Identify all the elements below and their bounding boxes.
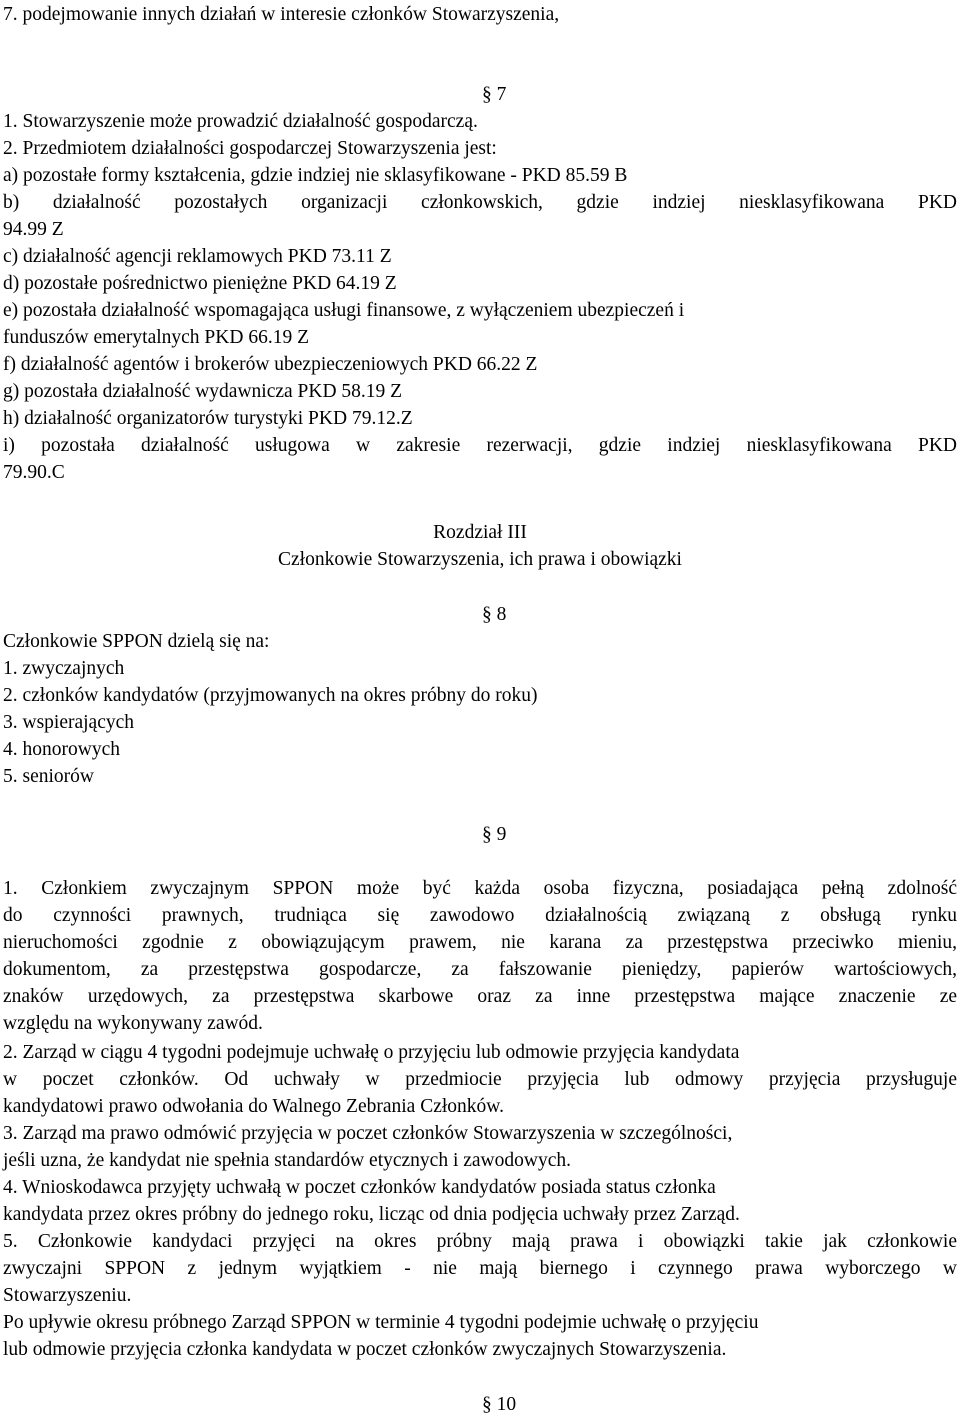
text-line: 3. Zarząd ma prawo odmówić przyjęcia w poczet członków Stowarzyszenia w szczególności, xyxy=(3,1123,733,1144)
list-item: 79.90.C xyxy=(3,462,65,483)
list-item: h) działalność organizatorów turystyki PKD 79.12.Z xyxy=(3,408,413,429)
list-item: i) pozostała działalność usługowa w zakresie rezerwacji, gdzie indziej niesklasyfikowana PKD xyxy=(3,435,957,456)
chapter-title: Rozdział III xyxy=(433,522,527,543)
paragraph-number: 8 xyxy=(496,604,507,625)
text-line: jeśli uzna, że kandydat nie spełnia standardów etycznych i zawodowych. xyxy=(3,1150,572,1171)
text-line: 4. Wnioskodawca przyjęty uchwałą w poczet członków kandydatów posiada status członka xyxy=(3,1177,716,1198)
paragraph-number: 10 xyxy=(496,1394,517,1415)
text-line: zwyczajni SPPON z jednym wyjątkiem - nie mają biernego i czynnego prawa wyborczego w xyxy=(3,1258,957,1279)
text-line: znaków urzędowych, za przestępstwa skarbowe oraz za inne przestępstwa mające znaczenie ze xyxy=(3,986,957,1007)
list-item: 4. honorowych xyxy=(3,739,120,760)
paragraph-heading-7: § 7 xyxy=(482,84,507,105)
list-item: a) pozostałe formy kształcenia, gdzie indziej nie sklasyfikowane - PKD 85.59 B xyxy=(3,165,628,186)
list-item: funduszów emerytalnych PKD 66.19 Z xyxy=(3,327,309,348)
list-item: b) działalność pozostałych organizacji członkowskich, gdzie indziej niesklasyfikowana PKD xyxy=(3,192,957,213)
list-intro: Członkowie SPPON dzielą się na: xyxy=(3,631,270,652)
text-line: dokumentom, za przestępstwa gospodarcze, za fałszowanie pieniędzy, papierów wartościowych, xyxy=(3,959,957,980)
list-item: 5. seniorów xyxy=(3,766,94,787)
text-line: Stowarzyszeniu. xyxy=(3,1285,132,1306)
text-line: kandydatowi prawo odwołania do Walnego Zebrania Członków. xyxy=(3,1096,504,1117)
paragraph-heading-8: § 8 xyxy=(482,604,507,625)
list-item: 1. Stowarzyszenie może prowadzić działalność gospodarczą. xyxy=(3,111,478,132)
paragraph-heading-9: § 9 xyxy=(482,824,507,845)
paragraph-heading-10: § 10 xyxy=(482,1394,517,1415)
text-line: 2. Zarząd w ciągu 4 tygodni podejmuje uchwałę o przyjęciu lub odmowie przyjęcia kandydata xyxy=(3,1042,740,1063)
paragraph-number: 7 xyxy=(496,84,507,105)
list-item: 2. członków kandydatów (przyjmowanych na okres próbny do roku) xyxy=(3,685,538,706)
text-line: w poczet członków. Od uchwały w przedmiocie przyjęcia lub odmowy przyjęcia przysługuje xyxy=(3,1069,957,1090)
text-line: lub odmowie przyjęcia członka kandydata w poczet członków zwyczajnych Stowarzyszenia. xyxy=(3,1339,727,1360)
list-item: c) działalność agencji reklamowych PKD 73.11 Z xyxy=(3,246,392,267)
text-line: Po upływie okresu próbnego Zarząd SPPON w terminie 4 tygodni podejmie uchwałę o przyjęciu xyxy=(3,1312,759,1333)
list-item: 1. zwyczajnych xyxy=(3,658,125,679)
list-item: d) pozostałe pośrednictwo pieniężne PKD 64.19 Z xyxy=(3,273,397,294)
text-line: nieruchomości zgodnie z obowiązującym prawem, nie karana za przestępstwa przeciwko mieniu, xyxy=(3,932,957,953)
text-line: 1. Członkiem zwyczajnym SPPON może być każda osoba fizyczna, posiadająca pełną zdolność xyxy=(3,878,957,899)
list-item: 3. wspierających xyxy=(3,712,135,733)
paragraph-number: 9 xyxy=(496,824,507,845)
list-item: 2. Przedmiotem działalności gospodarczej Stowarzyszenia jest: xyxy=(3,138,497,159)
text-line: kandydata przez okres próbny do jednego roku, licząc od dnia podjęcia uchwały przez Zarząd. xyxy=(3,1204,740,1225)
text-line: do czynności prawnych, trudniąca się zawodowo działalnością związaną z obsługą rynku xyxy=(3,905,957,926)
text-line: względu na wykonywany zawód. xyxy=(3,1013,263,1034)
chapter-subtitle: Członkowie Stowarzyszenia, ich prawa i obowiązki xyxy=(278,549,682,570)
list-item: f) działalność agentów i brokerów ubezpieczeniowych PKD 66.22 Z xyxy=(3,354,538,375)
text-line: 5. Członkowie kandydaci przyjęci na okres próbny mają prawa i obowiązki takie jak członkowie xyxy=(3,1231,957,1252)
list-item: 7. podejmowanie innych działań w interesie członków Stowarzyszenia, xyxy=(3,4,560,25)
list-item: e) pozostała działalność wspomagająca usługi finansowe, z wyłączeniem ubezpieczeń i xyxy=(3,300,685,321)
list-item: 94.99 Z xyxy=(3,219,64,240)
list-item: g) pozostała działalność wydawnicza PKD 58.19 Z xyxy=(3,381,403,402)
